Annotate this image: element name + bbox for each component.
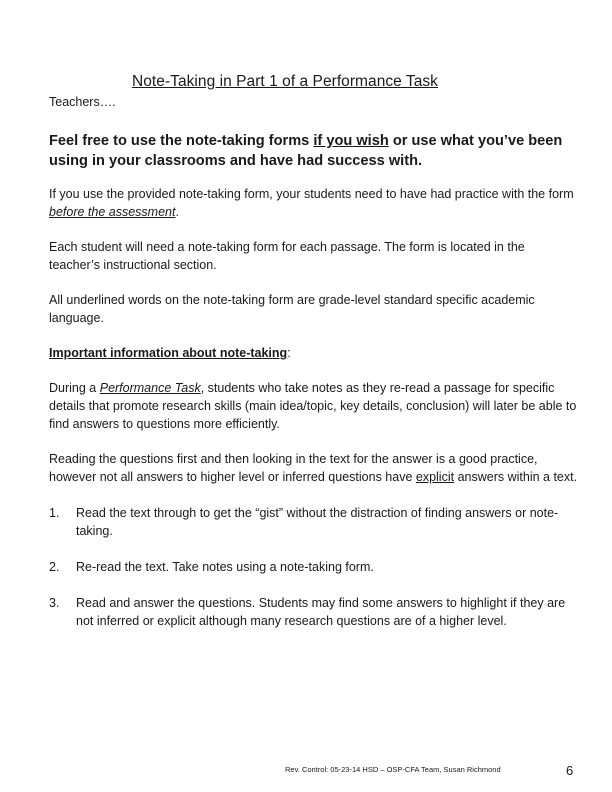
- list-item: [49, 594, 579, 630]
- performance-text-before: During a: [49, 381, 100, 395]
- revision-footer: Rev. Control: 05-23-14 HSD – OSP-CFA Team, Susan Richmond: [285, 765, 501, 774]
- practice-text-after: .: [175, 205, 179, 219]
- academic-language-paragraph: All underlined words on the note-taking form are grade-level standard specific academic language.: [49, 293, 535, 325]
- greeting: Teachers….: [49, 95, 116, 109]
- lead-underlined-text: if you wish: [313, 133, 389, 149]
- reading-text-before: Reading the questions first and then looking in the text for the answer is a good practice, however not all answers to higher level or inferred questions have: [49, 452, 538, 484]
- step-number: 3.: [49, 596, 60, 610]
- step-number: 1.: [49, 506, 60, 520]
- step-text: Re-read the text. Take notes using a note-taking form.: [76, 560, 374, 574]
- list-item: [49, 558, 579, 576]
- steps-list: [49, 504, 579, 630]
- reading-questions-paragraph: [49, 450, 579, 486]
- document-body: [49, 131, 579, 648]
- practice-paragraph: [49, 185, 579, 221]
- list-item: [49, 504, 579, 540]
- reading-text-after: answers within a text.: [454, 470, 578, 484]
- lead-text-after: or use what you’ve been using in your classrooms and have had success with.: [49, 133, 563, 169]
- performance-text-after: , students who take notes as they re-read a passage for specific details that promote research skills (main idea/topic, key details, conclusion) will later be able to find answers to questions more efficiently.: [49, 381, 577, 431]
- performance-task-paragraph: [49, 379, 579, 433]
- step-text: Read and answer the questions. Students may find some answers to highlight if they are not inferred or explicit although many research questions are of a higher level.: [76, 596, 566, 628]
- practice-emphasis: before the assessment: [49, 205, 176, 219]
- page-title: Note-Taking in Part 1 of a Performance Task: [132, 73, 438, 90]
- lead-text-before: Feel free to use the note-taking forms: [49, 133, 314, 149]
- important-heading: [49, 344, 579, 362]
- important-heading-colon: :: [287, 346, 291, 360]
- step-text: Read the text through to get the “gist” without the distraction of finding answers or note-taking.: [76, 506, 559, 538]
- form-location-paragraph: Each student will need a note-taking form for each passage. The form is located in the teacher’s instructional section.: [49, 240, 525, 272]
- lead-paragraph: [49, 131, 579, 171]
- important-heading-text: Important information about note-taking: [49, 346, 288, 360]
- performance-emphasis: Performance Task: [99, 381, 201, 395]
- explicit-word: explicit: [415, 470, 455, 484]
- page-number: 6: [566, 763, 574, 778]
- practice-text-before: If you use the provided note-taking form, your students need to have had practice with the form: [49, 187, 574, 201]
- step-number: 2.: [49, 560, 60, 574]
